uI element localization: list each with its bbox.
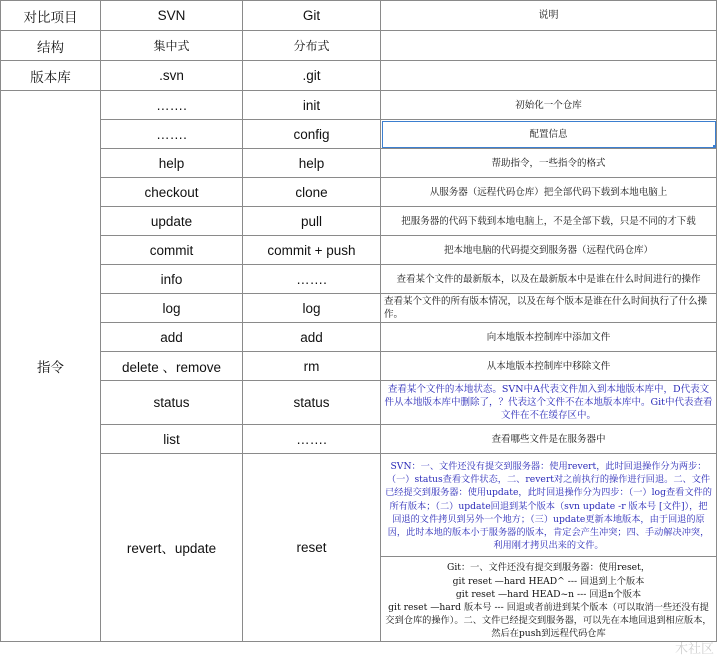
structure-desc[interactable] (381, 31, 717, 61)
watermark: 木社区 (674, 642, 714, 657)
git-desc-line: git reset —hard HEAD~n --- 回退n个版本 (455, 588, 642, 600)
svn-cell[interactable]: log (101, 294, 243, 323)
repo-row (1, 61, 717, 91)
desc-cell[interactable]: 查看某个文件的最新版本，以及在最新版本中是谁在什么时间进行的操作 (381, 265, 717, 294)
git-cell[interactable]: pull (243, 207, 381, 236)
table-row (1, 352, 717, 381)
git-cell[interactable]: add (243, 323, 381, 352)
table-row-revert (1, 454, 717, 642)
desc-cell[interactable]: 从服务器（远程代码仓库）把全部代码下载到本地电脑上 (381, 178, 717, 207)
revert-git-desc (381, 557, 716, 640)
header-row (1, 1, 717, 31)
commands-label[interactable]: 指令 (1, 91, 101, 642)
repo-desc[interactable] (381, 61, 717, 91)
git-desc-line: Git：一、文件还没有提交到服务器：使用reset， (446, 562, 651, 574)
svn-cell[interactable]: status (101, 381, 243, 425)
svn-cell[interactable]: info (101, 265, 243, 294)
table-row (1, 149, 717, 178)
svn-cell[interactable]: revert、update (101, 454, 243, 642)
header-item[interactable]: 对比项目 (1, 1, 101, 31)
table-row (1, 178, 717, 207)
table-row (1, 265, 717, 294)
desc-cell[interactable]: 把服务器的代码下载到本地电脑上，不是全部下载，只是不同的才下载 (381, 207, 717, 236)
svn-cell[interactable]: update (101, 207, 243, 236)
desc-cell[interactable]: 从本地版本控制库中移除文件 (381, 352, 717, 381)
desc-cell[interactable]: 查看哪些文件是在服务器中 (381, 425, 717, 454)
svn-cell[interactable]: delete 、remove (101, 352, 243, 381)
git-desc-line: git reset —hard 版本号 --- 回退或者前进到某个版本（可以取消一些还没有提交到仓库的操作）。二、文件已经提交到服务器，可以先在本地回退到相应版本，然后在push到远程代码仓库 (385, 602, 712, 640)
svn-cell[interactable]: list (101, 425, 243, 454)
header-desc[interactable]: 说明 (381, 1, 717, 31)
desc-text: 配置信息 (529, 128, 568, 140)
structure-svn[interactable]: 集中式 (101, 31, 243, 61)
git-cell[interactable]: reset (243, 454, 381, 642)
desc-cell[interactable]: 向本地版本控制库中添加文件 (381, 323, 717, 352)
git-desc-line: git reset —hard HEAD^ --- 回退到上个版本 (452, 575, 645, 587)
git-cell[interactable]: status (243, 381, 381, 425)
table-row (1, 425, 717, 454)
git-cell[interactable]: config (243, 120, 381, 149)
structure-git[interactable]: 分布式 (243, 31, 381, 61)
repo-label[interactable]: 版本库 (1, 61, 101, 91)
git-cell[interactable]: init (243, 91, 381, 120)
revert-svn-desc: SVN：一、文件还没有提交到服务器：使用revert，此时回退操作分为两步：（一）status查看文件状态，二、revert对之前执行的操作进行回退。二、文件已经提交到服务器：使用update，此时回退操作分为四步：（一）log查看文件的所有版本；（二）update回退到某个版本（svn update -r 版本号 [文件]），把回退的文件拷贝到另外一个地方；（三）update更新本地版本，由于回退的原因，此时本地的版本小于服务器的版本，肯定会产生冲突；四、手动解决冲突，利用刚才拷贝出来的文件。 (381, 454, 716, 557)
table-row (1, 294, 717, 323)
table-row (1, 91, 717, 120)
git-cell[interactable]: ……. (243, 425, 381, 454)
desc-cell[interactable]: 把本地电脑的代码提交到服务器（远程代码仓库） (381, 236, 717, 265)
repo-git[interactable]: .git (243, 61, 381, 91)
table-row (1, 120, 717, 149)
desc-cell-revert[interactable] (381, 454, 717, 642)
fill-handle[interactable] (713, 145, 717, 149)
desc-cell[interactable]: 初始化一个仓库 (381, 91, 717, 120)
structure-row (1, 31, 717, 61)
table-row (1, 381, 717, 425)
table-row (1, 207, 717, 236)
desc-cell[interactable]: 查看某个文件的本地状态。SVN中A代表文件加入到本地版本库中，D代表文件从本地版本库中删除了，？代表这个文件不在本地版本库中。Git中代表查看文件在不在缓存区中。 (381, 381, 717, 425)
git-cell[interactable]: help (243, 149, 381, 178)
git-cell[interactable]: log (243, 294, 381, 323)
git-cell[interactable]: clone (243, 178, 381, 207)
desc-cell[interactable]: 帮助指令，一些指令的格式 (381, 149, 717, 178)
svn-cell[interactable]: add (101, 323, 243, 352)
svn-cell[interactable]: checkout (101, 178, 243, 207)
header-svn[interactable]: SVN (101, 1, 243, 31)
git-cell[interactable]: ……. (243, 265, 381, 294)
header-git[interactable]: Git (243, 1, 381, 31)
desc-cell[interactable]: 查看某个文件的所有版本情况，以及在每个版本是谁在什么时间执行了什么操作。 (381, 294, 717, 323)
svn-cell[interactable]: ……. (101, 120, 243, 149)
git-cell[interactable]: rm (243, 352, 381, 381)
structure-label[interactable]: 结构 (1, 31, 101, 61)
git-cell[interactable]: commit + push (243, 236, 381, 265)
desc-cell-selected[interactable] (381, 120, 717, 149)
svn-cell[interactable]: ……. (101, 91, 243, 120)
repo-svn[interactable]: .svn (101, 61, 243, 91)
table-row (1, 236, 717, 265)
svn-cell[interactable]: help (101, 149, 243, 178)
svn-cell[interactable]: commit (101, 236, 243, 265)
table-row (1, 323, 717, 352)
